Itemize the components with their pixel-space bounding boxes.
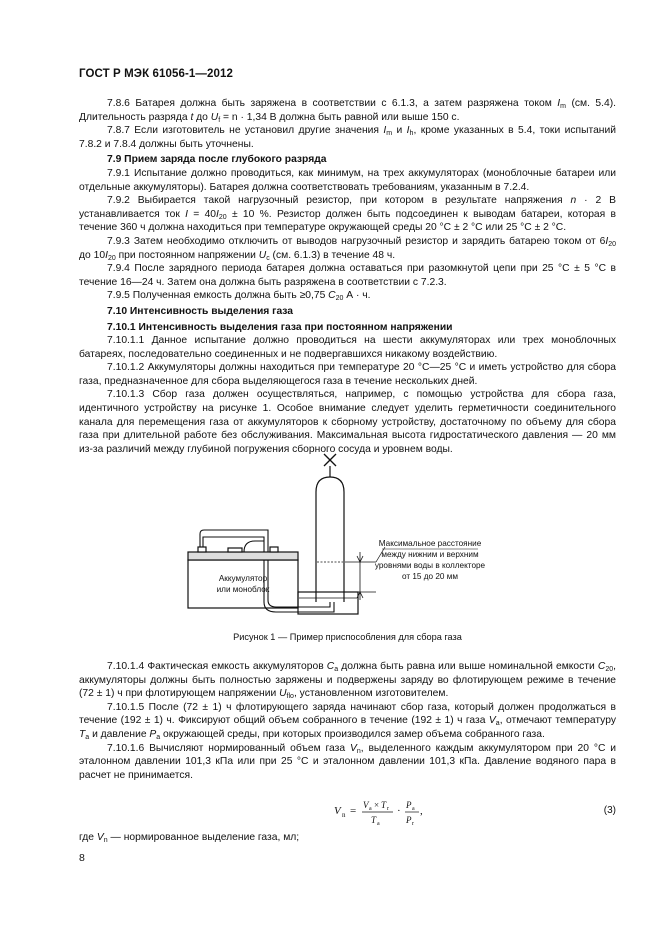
paragraph: 7.9.2 Выбирается такой нагрузочный резистор, при котором в результате напряжения n · 2 В устанавливается ток $I = 40I_{20} \pm 10$ %. Резистор должен быть подсоединен к выводам батареи, которая в течение 360 ч должна находиться при температуре окружающей среды 20 °С ± 2 °С или 25 °С ± 2 °С. [79,195,617,234]
paragraph: 7.10.1.2 Аккумуляторы должны находиться при температуре 20 °С—25 °С и иметь устройство для сбора газа, предназначенное для сбора выделяющегося газа в течение нескольких дней. [79,362,616,387]
paragraph: 7.10.1.6 Вычисляют нормированный объем газа $V_n$, выделенного каждым аккумулятором при 20 °С и эталонном давлении 101,3 кПа или при 25 °С и эталонном давлении 101,3 кПа. Давление водяного пара в расчет не принимается. [79,742,616,781]
equation-3 [79,795,616,827]
annotation-line-2: между нижним и верхним [381,550,479,559]
eq-sub-a1: a [369,806,372,812]
where-clause [79,831,616,845]
eq-times: × [374,800,380,810]
body-text-bottom [79,660,616,782]
gas-collection-figure [180,452,560,622]
valve-icon [324,454,336,466]
where-text: где $V_n$ — нормированное выделение газа, мл; [79,832,300,844]
eq-den-2: P [406,815,412,825]
eq-sub-r: r [387,806,389,812]
gas-hose [200,530,334,612]
paragraph: 7.9.1 Испытание должно проводиться, как минимум, на трех аккумуляторах (моноблочные батареи или отдельные аккумуляторы). Батарея должна соответствовать требованиям, указанным в 7.2.4. [79,167,616,193]
paragraph: 7.10.1.5 После (72 ± 1) ч флотирующего заряда начинают сбор газа, который должен продолжаться в течение (192 ± 1) ч. Фиксируют общий объем собранного в течение (192 ± 1) ч газа $V_a$, отмечают температуру $T_a$ и давление $P_a$ окружающей среды, при которых производился замер объема собранного газа. [79,701,616,741]
eq-lhs: V [334,805,341,817]
paragraph: 7.10.1.1 Данное испытание должно проводиться на шести аккумуляторах или трех моноблочных батареях, последовательно соединенных и не подвергавшихся никакому воздействию. [79,335,616,360]
paragraph: 7.8.6 Батарея должна быть заряжена в соответствии с 6.1.3, а затем разряжена током $I_m$ (см. 5.4). Длительность разряда t до $U_f = n \cdot 1,34$ В должна быть равной или выше 150 с. [79,98,617,124]
figure-caption: Рисунок 1 — Пример приспособления для сбора газа [233,632,462,642]
paragraph: 7.9.3 Затем необходимо отключить от выводов нагрузочный резистор и зарядить батарею током от $6I_{20}$ до $10I_{20}$ при постоянном напряжении $U_c$ (см. 6.1.3) в течение 48 ч. [79,235,616,262]
battery-label-1: Аккумулятор [218,574,268,583]
collector-tube [316,466,344,602]
dimension-markers [345,552,376,600]
eq-equals: = [350,805,357,817]
eq-comma: , [420,805,423,817]
eq-dot: · [397,805,401,817]
annotation-line-1: Максимальное расстояние [378,539,482,548]
section-heading: 7.9 Прием заряда после глубокого разряда [107,154,327,166]
eq-num-1: V [363,800,369,810]
annotation-line-4: от 15 до 20 мм [401,572,459,581]
paragraph: 7.8.7 Если изготовитель не установил другие значения $I_m$ и $I_h$, кроме указанных в 5.4, токи испытаний 7.8.2 и 7.8.4 должны быть уточнены. [79,125,616,150]
annotation-line-3: уровнями воды в коллекторе [374,561,486,570]
eq-sub-a2: a [377,821,380,827]
section-heading: 7.10 Интенсивность выделения газа [107,305,294,317]
equation-number: (3) [603,805,616,816]
water-basin [298,592,358,614]
battery-label-2: или моноблок [216,585,270,594]
eq-sub-a3: a [412,806,415,812]
eq-num-3: P [406,800,412,810]
eq-den-1: T [371,815,377,825]
paragraph: 7.9.5 Полученная емкость должна быть ≥0,75 $C_{20}$ А · ч. [107,290,371,303]
section-heading: 7.10.1 Интенсивность выделения газа при постоянном напряжении [107,321,453,333]
standard-header: ГОСТ Р МЭК 61056-1—2012 [79,68,233,80]
eq-num-2: T [381,800,387,810]
eq-sub-r2: r [412,821,414,827]
body-text-top [79,97,616,456]
paragraph: 7.10.1.3 Сбор газа должен осуществляться, например, с помощью устройства для сбора газа, идентичного устройству на рисунке 1. Особое внимание следует уделить герметичности соединительного канала для перемещения газа от аккумуляторов к сборному устройству, достаточному по объему для сбора газа при длительной работе без обслуживания. Максимальная высота гидростатического давления — 20 мм из-за различий между глубиной погружения сборного сосуда и уровнем воды. [79,389,616,455]
page-number: 8 [79,852,85,864]
eq-lhs-sub: n [342,811,346,819]
paragraph: 7.10.1.4 Фактическая емкость аккумуляторов $C_a$ должна быть равна или выше номинальной емкости $C_{20}$, аккумуляторы должны быть полностью заряжены и подвержены заряду во флотирующем режиме в течение (72 ± 1) ч при флотирующем напряжении $U_{flo}$, установленном изготовителем. [79,661,616,701]
paragraph: 7.9.4 После зарядного периода батарея должна оставаться при разомкнутой цепи при 25 °С ± 5 °С в течение 16—24 ч. Затем она должна быть разряжена в соответствии с 7.2.3. [79,263,616,288]
